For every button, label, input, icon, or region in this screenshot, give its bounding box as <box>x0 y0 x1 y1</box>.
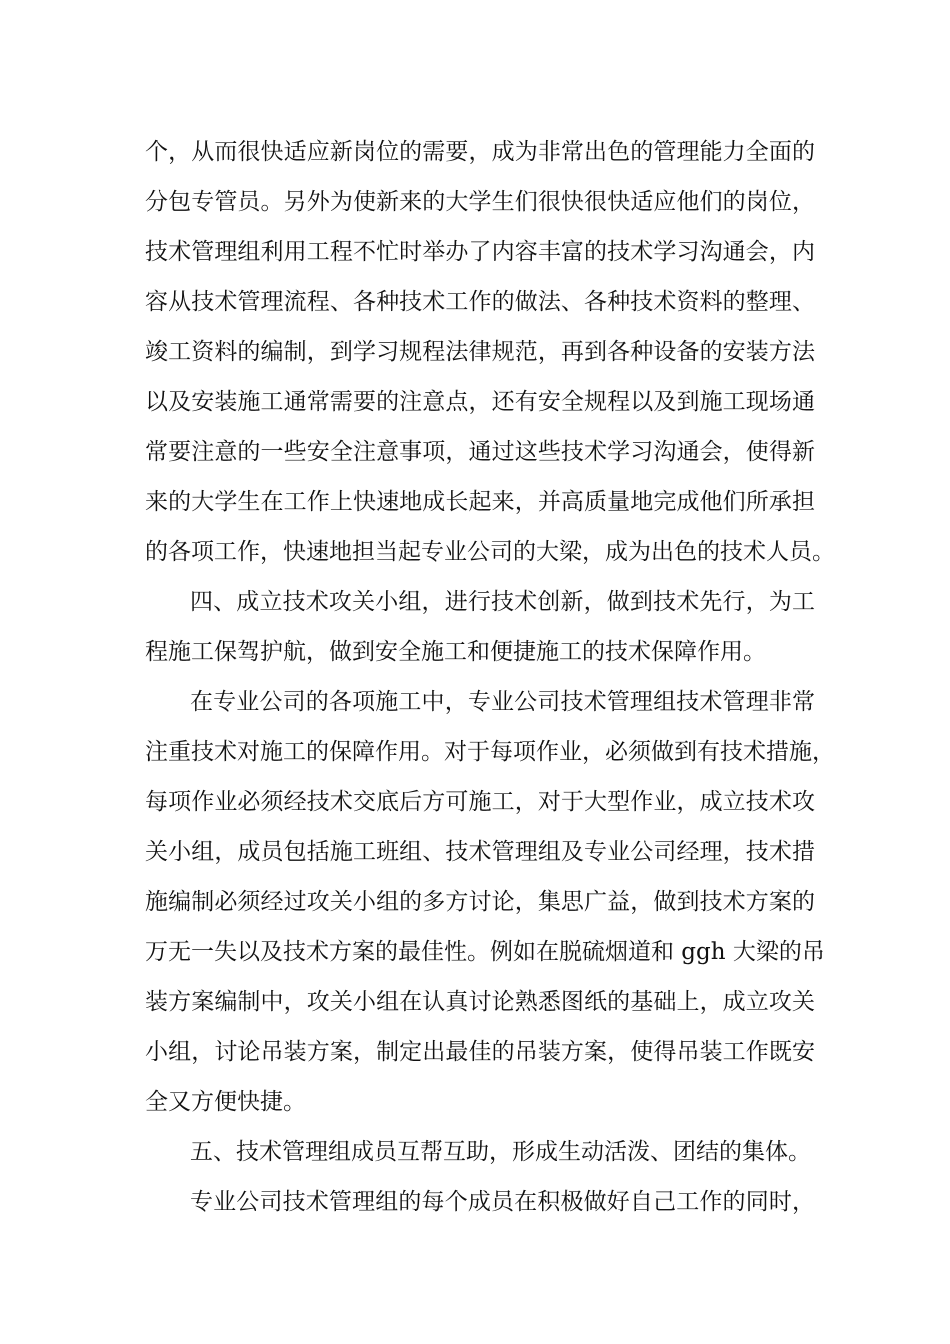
text-line-3: 技术管理组利用工程不忙时举办了内容丰富的技术学习沟通会，内 <box>145 239 815 265</box>
heading-five: 五、技术管理组成员互帮互助，形成生动活泼、团结的集体。 <box>190 1139 811 1165</box>
text-line-18: 装方案编制中，攻关小组在认真讨论熟悉图纸的基础上，成立攻关 <box>145 989 815 1015</box>
text-line-12: 在专业公司的各项施工中，专业公司技术管理组技术管理非常 <box>190 689 815 715</box>
text-line-22: 专业公司技术管理组的每个成员在积极做好自己工作的同时， <box>190 1189 815 1215</box>
text-line-4: 容从技术管理流程、各种技术工作的做法、各种技术资料的整理、 <box>145 289 815 315</box>
text-line-15: 关小组，成员包括施工班组、技术管理组及专业公司经理，技术措 <box>145 839 815 865</box>
text-line-11: 程施工保驾护航，做到安全施工和便捷施工的技术保障作用。 <box>145 639 766 665</box>
text-line-16: 施编制必须经过攻关小组的多方讨论，集思广益，做到技术方案的 <box>145 889 815 915</box>
text-line-13: 注重技术对施工的保障作用。对于每项作业，必须做到有技术措施， <box>145 739 835 765</box>
text-line-20: 全又方便快捷。 <box>145 1089 306 1115</box>
text-line-9: 的各项工作，快速地担当起专业公司的大梁，成为出色的技术人员。 <box>145 539 835 565</box>
text-line-5: 竣工资料的编制，到学习规程法律规范，再到各种设备的安装方法 <box>145 339 815 365</box>
text-line-19: 小组，讨论吊装方案，制定出最佳的吊装方案，使得吊装工作既安 <box>145 1039 815 1065</box>
text-line-14: 每项作业必须经技术交底后方可施工，对于大型作业，成立技术攻 <box>145 789 815 815</box>
text-line-1: 个，从而很快适应新岗位的需要，成为非常出色的管理能力全面的 <box>145 139 815 165</box>
heading-four: 四、成立技术攻关小组，进行技术创新，做到技术先行，为工 <box>190 589 815 615</box>
text-line-6: 以及安装施工通常需要的注意点，还有安全规程以及到施工现场通 <box>145 389 815 415</box>
text-line-17: 万无一失以及技术方案的最佳性。例如在脱硫烟道和 ggh 大梁的吊 <box>145 939 825 965</box>
text-line-2: 分包专管员。另外为使新来的大学生们很快很快适应他们的岗位， <box>145 189 815 215</box>
text-line-8: 来的大学生在工作上快速地成长起来，并高质量地完成他们所承担 <box>145 489 815 515</box>
text-line-7: 常要注意的一些安全注意事项，通过这些技术学习沟通会，使得新 <box>145 439 815 465</box>
